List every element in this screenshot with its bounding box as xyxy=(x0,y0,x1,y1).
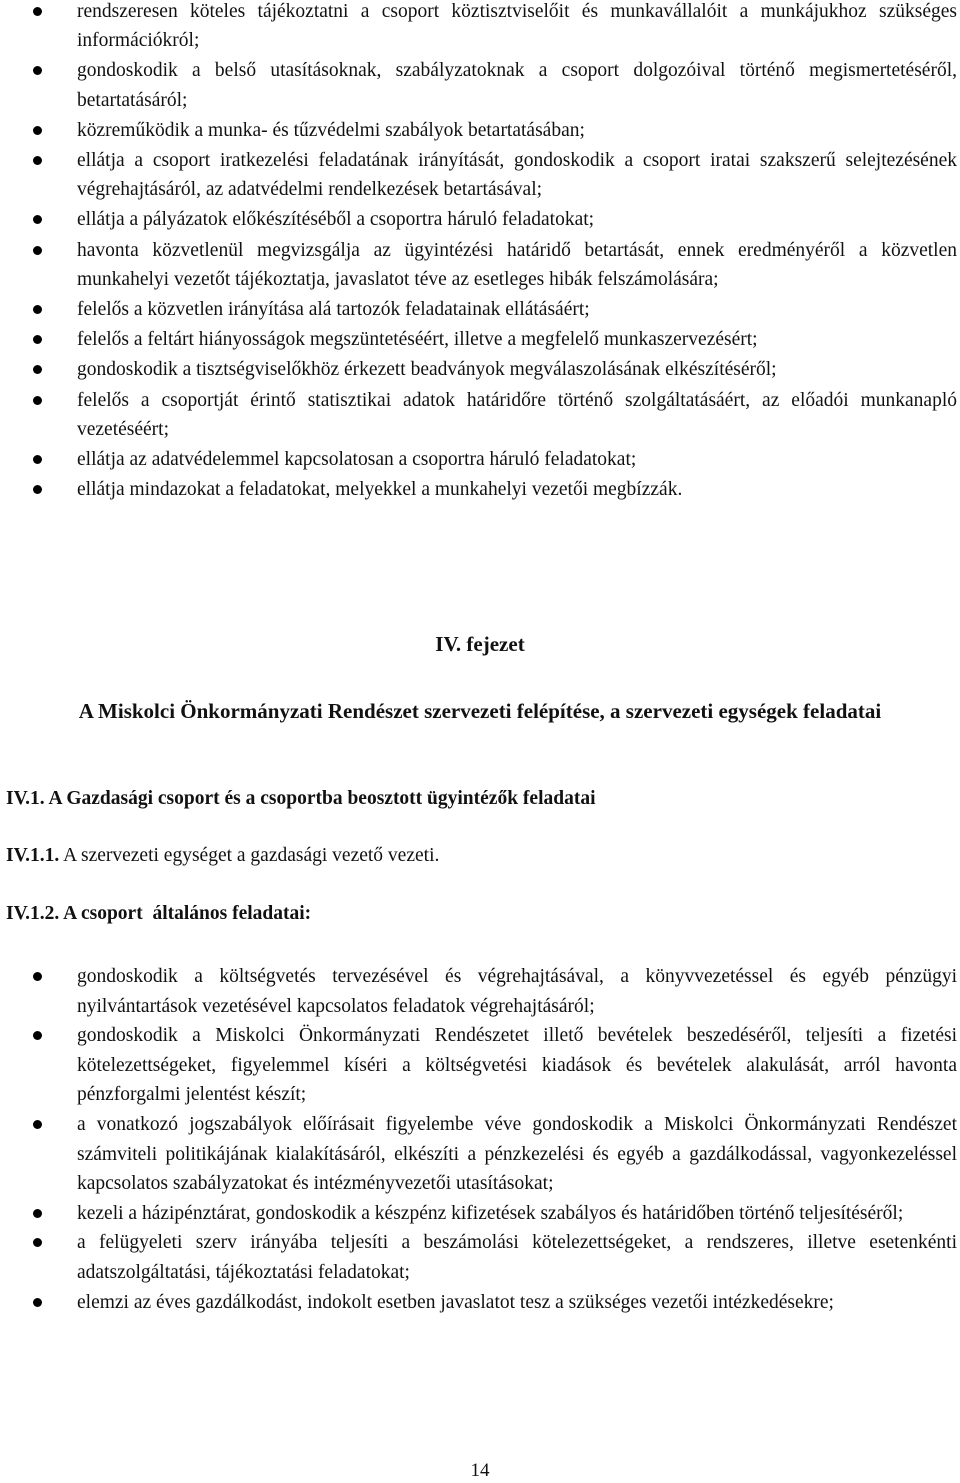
list-item: gondoskodik a belső utasításoknak, szabályzatoknak a csoport dolgozóival történő megismertetéséről, betartatásáról; xyxy=(0,56,960,114)
bullet-icon xyxy=(33,156,42,165)
bullet-icon xyxy=(33,972,42,981)
bullet-icon xyxy=(33,1209,42,1218)
page-number: 14 xyxy=(470,1460,490,1481)
section-text: A szervezeti egységet a gazdasági vezető vezeti. xyxy=(59,845,440,866)
bullet-icon xyxy=(33,485,42,494)
list-item: közreműködik a munka- és tűzvédelmi szabályok betartatásában; xyxy=(0,116,960,145)
bullet-icon xyxy=(33,1031,42,1040)
bullet-icon xyxy=(33,7,42,16)
bullet-icon xyxy=(33,335,42,344)
list-item: ellátja a csoport iratkezelési feladatának irányítását, gondoskodik a csoport iratai szakszerű selejtezésének végrehajtásáról, az adatvédelmi rendelkezések betartásával; xyxy=(0,146,960,204)
section-subheading xyxy=(6,845,439,867)
bullet-icon xyxy=(33,66,42,75)
list-item: felelős a közvetlen irányítása alá tartozók feladatainak ellátásáért; xyxy=(0,295,960,324)
bullet-icon xyxy=(33,305,42,314)
bullet-icon xyxy=(33,455,42,464)
list-item: havonta közvetlenül megvizsgálja az ügyintézési határidő betartását, ennek eredményéről a közvetlen munkahelyi vezetőt tájékoztatja, javaslatot téve az esetleges hibák felszámolására; xyxy=(0,236,960,294)
list-item: ellátja mindazokat a feladatokat, melyekkel a munkahelyi vezetői megbízzák. xyxy=(0,475,960,504)
chapter-title: A Miskolci Önkormányzati Rendészet szervezeti felépítése, a szervezeti egységek feladatai xyxy=(78,699,882,723)
bullet-icon xyxy=(33,396,42,405)
bullet-icon xyxy=(33,1238,42,1247)
list-item: gondoskodik a költségvetés tervezésével és végrehajtásával, a könyvvezetéssel és egyéb pénzügyi nyilvántartások vezetésével kapcsolatos feladatok végrehajtásáról; xyxy=(0,962,960,1021)
section-heading-general: IV.1.2. A csoport általános feladatai: xyxy=(6,903,312,924)
bullet-icon xyxy=(33,1298,42,1307)
list-item: a vonatkozó jogszabályok előírásait figyelembe véve gondoskodik a Miskolci Önkormányzati Rendészet számviteli politikájának kialakításáról, elkészíti a pénzkezelési és egyéb a gazdálkodással, vagyonkezeléssel kapcsolatos szabályzatokat és intézményvezetői utasításokat; xyxy=(0,1110,960,1199)
list-item: elemzi az éves gazdálkodást, indokolt esetben javaslatot tesz a szükséges vezetői intézkedésekre; xyxy=(0,1288,960,1318)
bullet-icon xyxy=(33,126,42,135)
bullet-icon xyxy=(33,215,42,224)
section-number: IV.1.1. xyxy=(6,845,60,866)
list-item: kezeli a házipénztárat, gondoskodik a készpénz kifizetések szabályos és határidőben történő teljesítéséről; xyxy=(0,1199,960,1229)
list-item: felelős a feltárt hiányosságok megszüntetéséért, illetve a megfelelő munkaszervezésért; xyxy=(0,325,960,354)
list-item: a felügyeleti szerv irányába teljesíti a beszámolási kötelezettségeket, a rendszeres, illetve esetenkénti adatszolgáltatási, tájékoztatási feladatokat; xyxy=(0,1228,960,1287)
list-item: rendszeresen köteles tájékoztatni a csoport köztisztviselőit és munkavállalóit a munkájukhoz szükséges információkról; xyxy=(0,0,960,55)
bullet-icon xyxy=(33,1120,42,1129)
section-heading: IV.1. A Gazdasági csoport és a csoportba beosztott ügyintézők feladatai xyxy=(6,788,596,809)
chapter-heading: IV. fejezet xyxy=(435,632,525,656)
list-item: ellátja a pályázatok előkészítéséből a csoportra háruló feladatokat; xyxy=(0,205,960,234)
list-item: gondoskodik a tisztségviselőkhöz érkezett beadványok megválaszolásának elkészítéséről; xyxy=(0,355,960,384)
list-item: felelős a csoportját érintő statisztikai adatok határidőre történő szolgáltatásáért, az előadói munkanapló vezetéséért; xyxy=(0,386,960,444)
list-item: ellátja az adatvédelemmel kapcsolatosan a csoportra háruló feladatokat; xyxy=(0,445,960,474)
bullet-icon xyxy=(33,365,42,374)
task-list-1 xyxy=(0,0,960,505)
task-list-2 xyxy=(0,962,960,1317)
list-item: gondoskodik a Miskolci Önkormányzati Rendészetet illető bevételek beszedéséről, teljesíti a fizetési kötelezettségeket, figyelemmel kíséri a költségvetési kiadások és bevételek alakulását, arról havonta pénzforgalmi jelentést készít; xyxy=(0,1021,960,1110)
bullet-icon xyxy=(33,246,42,255)
